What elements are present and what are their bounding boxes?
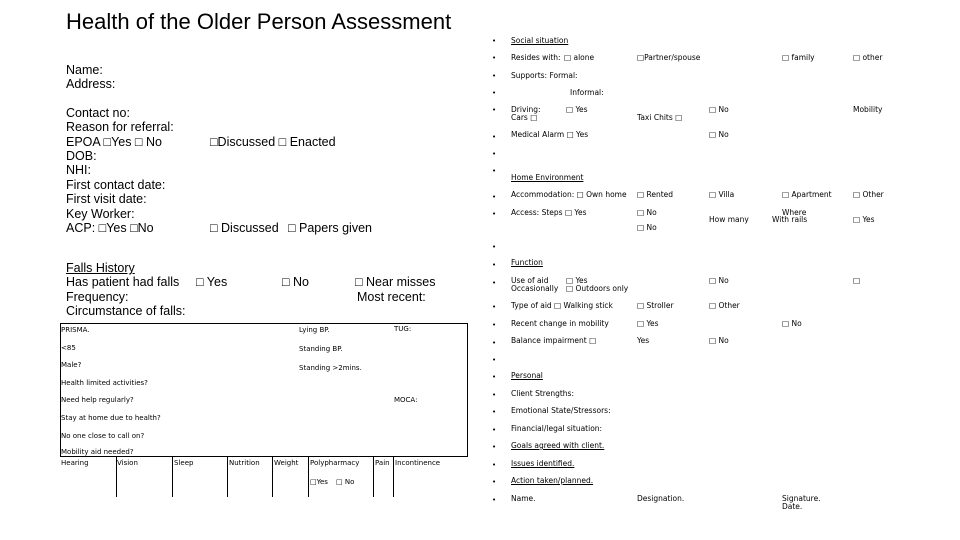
where-label: Where — [782, 208, 807, 217]
bullet: • — [492, 408, 497, 416]
key-worker-label: Key Worker: — [66, 207, 135, 221]
prisma-label: PRISMA. — [61, 326, 90, 334]
bullet: • — [492, 496, 497, 504]
balance-impairment[interactable]: Balance impairment □ — [511, 336, 597, 345]
falls-no[interactable]: □ No — [282, 275, 310, 289]
accommodation[interactable]: Accommodation: □ Own home — [511, 190, 627, 199]
goals-agreed: Goals agreed with client. — [511, 441, 605, 450]
bullet: • — [492, 261, 497, 269]
with-rails-label: With rails — [772, 215, 808, 224]
access-steps[interactable]: Access: Steps □ Yes — [511, 208, 587, 217]
falls-yes[interactable]: □ Yes — [196, 275, 228, 289]
address-label: Address: — [66, 77, 116, 91]
falls-near[interactable]: □ Near misses — [355, 275, 436, 289]
issues-identified: Issues identified. — [511, 459, 575, 468]
acc-apartment[interactable]: □ Apartment — [782, 190, 832, 199]
aid-yes[interactable]: □ Yes — [566, 276, 588, 285]
bullet: • — [492, 243, 497, 251]
resides-family[interactable]: □ family — [782, 53, 815, 62]
bullet: • — [492, 89, 497, 97]
falls-most-recent: Most recent: — [357, 290, 426, 304]
acc-villa[interactable]: □ Villa — [709, 190, 735, 199]
supports-informal: Informal: — [570, 88, 604, 97]
signature-signoff: Signature. — [782, 494, 821, 503]
acc-other[interactable]: □ Other — [853, 190, 884, 199]
type-of-aid[interactable]: Type of aid □ Walking stick — [511, 301, 613, 310]
taxi-chits[interactable]: Taxi Chits □ — [637, 113, 683, 122]
bullet: • — [492, 133, 497, 141]
bullet: • — [492, 72, 497, 80]
epoa-status[interactable]: □Discussed □ Enacted — [210, 135, 336, 149]
no-one-label: No one close to call on? — [61, 432, 145, 440]
cars-option[interactable]: Cars □ — [511, 113, 538, 122]
date-signoff: Date. — [782, 502, 803, 511]
aid-other[interactable]: □ Other — [709, 301, 740, 310]
bullet: • — [492, 210, 497, 218]
col-hearing: Hearing — [61, 459, 89, 467]
poly-yes[interactable]: □Yes — [310, 478, 328, 486]
social-situation-heading: Social situation — [511, 36, 569, 45]
dob-label: DOB: — [66, 149, 97, 163]
recent-change: Recent change in mobility — [511, 319, 609, 328]
acc-rented[interactable]: □ Rented — [637, 190, 674, 199]
action-taken: Action taken/planned. — [511, 476, 594, 485]
financial-legal: Financial/legal situation: — [511, 424, 603, 433]
use-of-aid: Use of aid — [511, 276, 549, 285]
designation-signoff: Designation. — [637, 494, 685, 503]
poly-no[interactable]: □ No — [336, 478, 355, 486]
first-visit-label: First visit date: — [66, 192, 147, 206]
aid-stroller[interactable]: □ Stroller — [637, 301, 674, 310]
col-nutrition: Nutrition — [229, 459, 260, 467]
bullet: • — [492, 339, 497, 347]
falls-heading: Falls History — [66, 261, 135, 275]
male-label: Male? — [61, 361, 82, 369]
bullet: • — [492, 373, 497, 381]
aid-checkbox[interactable]: □ — [853, 276, 861, 285]
bullet: • — [492, 391, 497, 399]
first-contact-label: First contact date: — [66, 178, 166, 192]
resides-other[interactable]: □ other — [853, 53, 883, 62]
col-vision: Vision — [117, 459, 138, 467]
balance-yes[interactable]: Yes — [637, 336, 650, 345]
mobility-label: Mobility — [853, 105, 883, 114]
personal-heading: Personal — [511, 371, 543, 380]
balance-no[interactable]: □ No — [709, 336, 729, 345]
how-many-label: How many — [709, 215, 749, 224]
page-title: Health of the Older Person Assessment — [66, 9, 452, 34]
alarm-no[interactable]: □ No — [709, 130, 729, 139]
health-limited-label: Health limited activities? — [61, 379, 148, 387]
home-environment-heading: Home Environment — [511, 173, 584, 182]
medical-alarm[interactable]: Medical Alarm □ Yes — [511, 130, 589, 139]
lying-bp-label: Lying BP. — [299, 326, 330, 334]
falls-frequency: Frequency: — [66, 290, 129, 304]
bullet: • — [492, 54, 497, 62]
col-pain: Pain — [375, 459, 390, 467]
epoa-label[interactable]: EPOA □Yes □ No — [66, 135, 162, 149]
standing-2min-label: Standing >2mins. — [299, 364, 362, 372]
resides-with-label: Resides with: — [511, 53, 561, 62]
aid-occasionally: Occasionally — [511, 284, 559, 293]
falls-circumstance: Circumstance of falls: — [66, 304, 186, 318]
tug-label: TUG: — [394, 325, 412, 333]
col-weight: Weight — [274, 459, 299, 467]
resides-partner[interactable]: □Partner/spouse — [637, 53, 701, 62]
stay-home-label: Stay at home due to health? — [61, 414, 161, 422]
bullet: • — [492, 356, 497, 364]
contact-label: Contact no: — [66, 106, 130, 120]
moca-label: MOCA: — [394, 396, 418, 404]
change-yes[interactable]: □ Yes — [637, 319, 659, 328]
bullet: • — [492, 150, 497, 158]
acp-discussed[interactable]: □ Discussed — [210, 221, 279, 235]
function-heading: Function — [511, 258, 543, 267]
bullet: • — [492, 303, 497, 311]
bullet: • — [492, 426, 497, 434]
bullet: • — [492, 279, 497, 287]
col-sleep: Sleep — [174, 459, 194, 467]
client-strengths: Client Strengths: — [511, 389, 574, 398]
resides-alone[interactable]: □ alone — [564, 53, 595, 62]
bullet: • — [492, 37, 497, 45]
driving-yes[interactable]: □ Yes — [566, 105, 588, 114]
driving-no[interactable]: □ No — [709, 105, 729, 114]
nhi-label: NHI: — [66, 163, 91, 177]
access-no-2[interactable]: □ No — [637, 223, 657, 232]
reason-label: Reason for referral: — [66, 120, 174, 134]
access-no[interactable]: □ No — [637, 208, 657, 217]
bullet: • — [492, 321, 497, 329]
change-no[interactable]: □ No — [782, 319, 802, 328]
bullet: • — [492, 167, 497, 175]
aid-no[interactable]: □ No — [709, 276, 729, 285]
bullet: • — [492, 193, 497, 201]
aid-outdoors[interactable]: □ Outdoors only — [566, 284, 629, 293]
name-signoff: Name. — [511, 494, 536, 503]
rails-yes[interactable]: □ Yes — [853, 215, 875, 224]
bullet: • — [492, 478, 497, 486]
name-label: Name: — [66, 63, 103, 77]
supports-formal: Supports: Formal: — [511, 71, 578, 80]
bullet: • — [492, 461, 497, 469]
col-incontinence: Incontinence — [395, 459, 441, 467]
standing-bp-label: Standing BP. — [299, 345, 343, 353]
age-label: <85 — [61, 344, 76, 352]
bullet: • — [492, 443, 497, 451]
falls-question: Has patient had falls — [66, 275, 180, 289]
driving-label: Driving: — [511, 105, 541, 114]
col-polypharmacy: Polypharmacy — [310, 459, 360, 467]
mobility-aid-label: Mobility aid needed? — [61, 448, 134, 456]
acp-papers[interactable]: □ Papers given — [288, 221, 372, 235]
emotional-state: Emotional State/Stressors: — [511, 406, 611, 415]
need-help-label: Need help regularly? — [61, 396, 134, 404]
acp-label[interactable]: ACP: □Yes □No — [66, 221, 154, 235]
bullet: • — [492, 106, 497, 114]
